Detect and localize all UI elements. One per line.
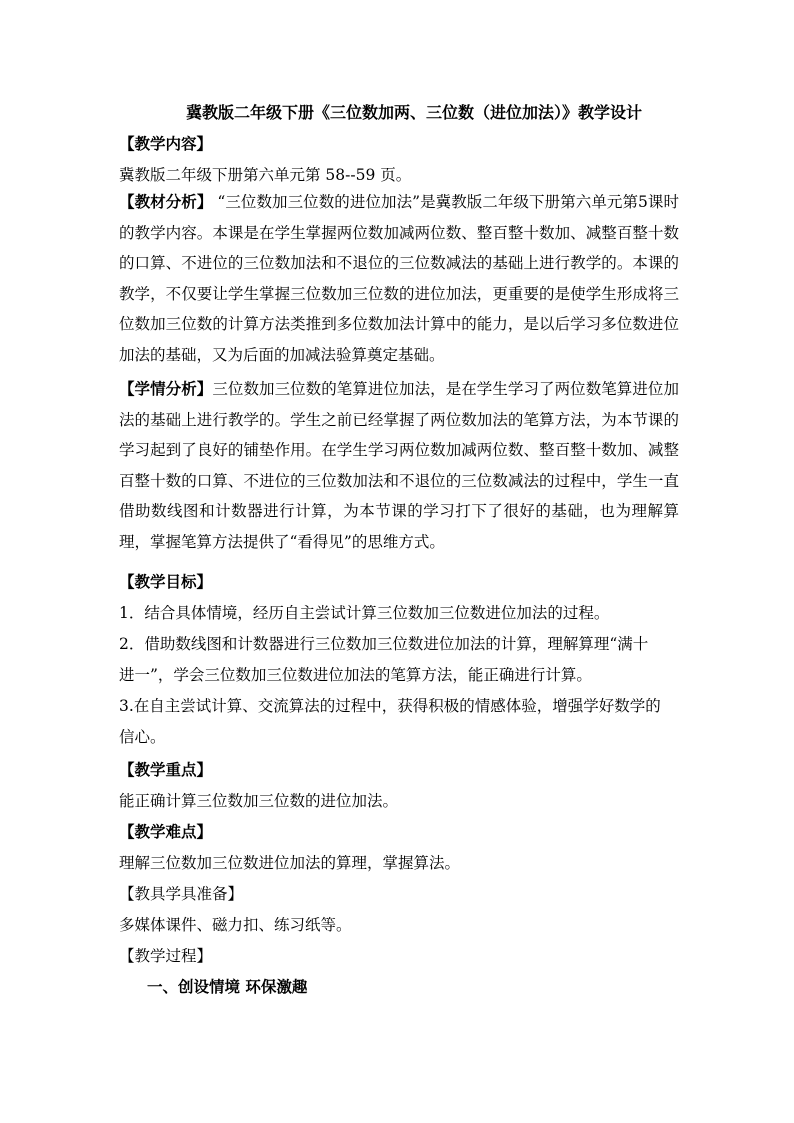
difficult-points-text: 理解三位数加三位数进位加法的算理，掌握算法。 [119,854,461,872]
goal-2-line-2: 进一”，学会三位数加三位数进位加法的笔算方法，能正确进行计算。 [119,666,592,684]
heading-teaching-goals: 【教学目标】 [119,572,213,591]
heading-difficult-points: 【教学难点】 [119,822,213,841]
learner-analysis-text: 三位数加三位数的笔算进位加法，是在学生学习了两位数笔算进位加法的基础上进行教学的。学生之前已经掌握了两位数加法的笔算方法，为本节课的学习起到了良好的铺垫作用。在学生学习两位数加减两位数、整百整十数加、减整百整十数的口算、不进位的三位数加法和不退位的三位数减法的过程中，学生一直借助数线图和计数器进行计算，为本节课的学习打下了很好的基础，也为理解算理，掌握笔算方法提供了“看得见”的思维方式。 [119,380,679,551]
goal-2-line-1: 2．借助数线图和计数器进行三位数加三位数进位加法的计算，理解算理“满十 [119,635,649,653]
heading-materials: 【教具学具准备】 [119,885,244,903]
process-step-1: 一、创设情境 环保激趣 [147,977,308,996]
goal-1: 1．结合具体情境，经历自主尝试计算三位数加三位数进位加法的过程。 [119,604,610,622]
teaching-content-text: 冀教版二年级下册第六单元第 58--59 页。 [119,166,412,184]
textbook-analysis-text: “三位数加三位数的进位加法”是冀教版二年级下册第六单元第5课时的教学内容。本课是在学生掌握两位数加减两位数、整百整十数加、减整百整十数的口算、不进位的三位数加法和不退位的三位数减法的基础上进行教学的。本课的教学，不仅要让学生掌握三位数加三位数的进位加法，更重要的是使学生形成将三位数加三位数的计算方法类推到多位数加法计算中的能力，是以后学习多位数进位加法的基础，又为后面的加减法验算奠定基础。 [119,193,679,364]
textbook-analysis-paragraph [119,187,679,370]
materials-text: 多媒体课件、磁力扣、练习纸等。 [119,916,352,934]
textbook-analysis-label: 【教材分析】 [119,192,213,211]
heading-teaching-content: 【教学内容】 [119,134,213,153]
goal-3-line-1: 3.在自主尝试计算、交流算法的过程中，获得积极的情感体验，增强学好数学的 [119,697,661,715]
learner-analysis-label: 【学情分析】 [119,379,213,398]
key-points-text: 能正确计算三位数加三位数的进位加法。 [119,792,399,810]
document-title: 冀教版二年级下册《三位数加两、三位数（进位加法）》教学设计 [186,103,643,122]
heading-teaching-process: 【教学过程】 [119,947,213,965]
heading-key-points: 【教学重点】 [119,760,213,779]
goal-3-line-2: 信心。 [119,728,166,746]
learner-analysis-paragraph [119,374,679,557]
